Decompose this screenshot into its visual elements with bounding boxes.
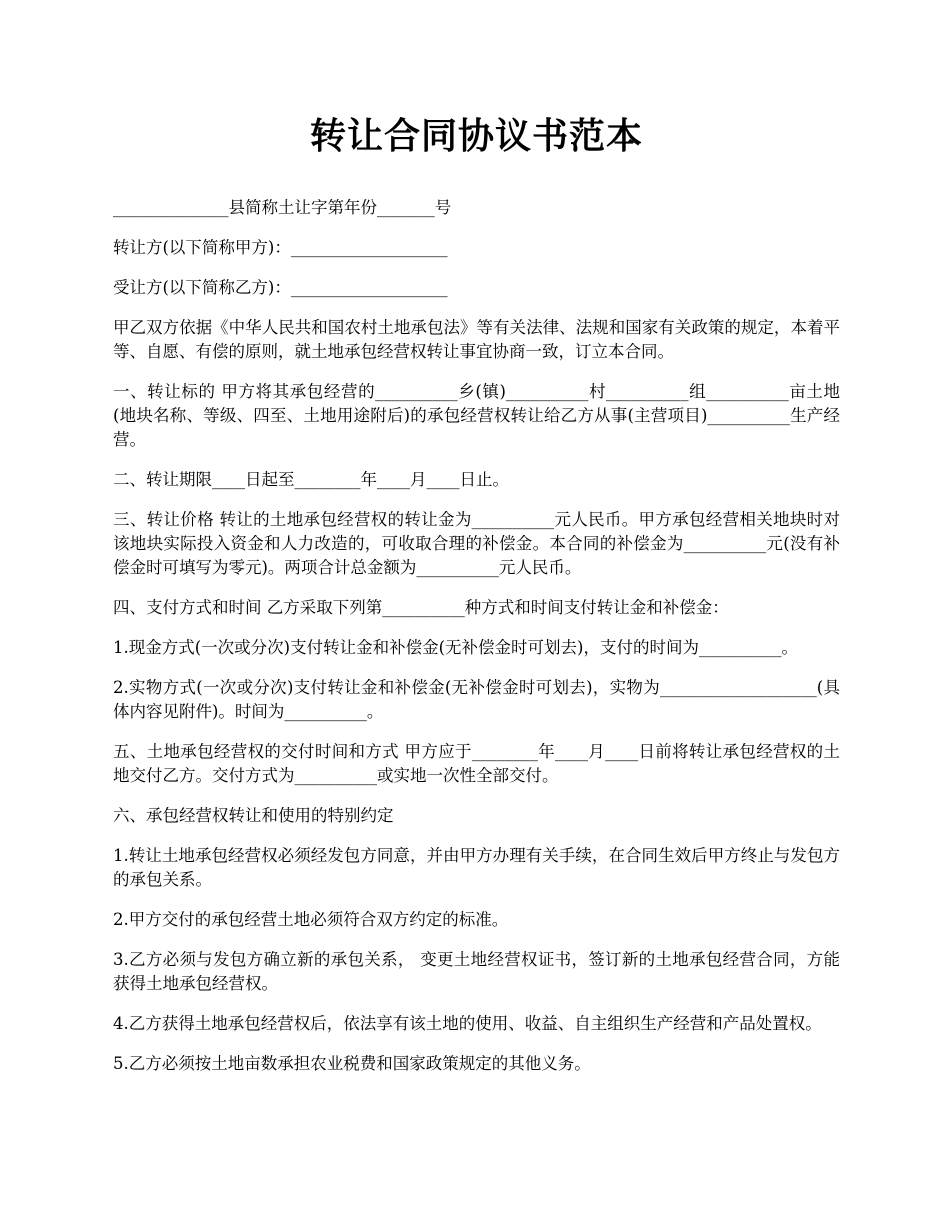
clause-6-heading: 六、承包经营权转让和使用的特别约定 xyxy=(113,806,394,825)
transferee-line: 受让方(以下简称乙方)：___________________ xyxy=(113,278,448,297)
clause-6-item-3: 3.乙方必须与发包方确立新的承包关系， 变更土地经营权证书，签订新的土地承包经营合同，方能获得土地承包经营权。 xyxy=(113,950,840,993)
clause-6-item-5: 5.乙方必须按土地亩数承担农业税费和国家政策规定的其他义务。 xyxy=(113,1054,591,1073)
clause-5-delivery: 五、土地承包经营权的交付时间和方式 甲方应于________年____月____日前将转让承包经营权的土地交付乙方。交付方式为__________或实地一次性全部交付。 xyxy=(113,742,840,785)
document-title: 转让合同协议书范本 xyxy=(309,115,643,157)
clause-4-item-2: 2.实物方式(一次或分次)支付转让金和补偿金(无补偿金时可划去)，实物为___________________(具体内容见附件)。时间为__________。 xyxy=(113,678,840,721)
clause-6-item-1: 1.转让土地承包经营权必须经发包方同意，并由甲方办理有关手续，在合同生效后甲方终止与发包方的承包关系。 xyxy=(113,846,840,889)
preamble-paragraph: 甲乙双方依据《中华人民共和国农村土地承包法》等有关法律、法规和国家有关政策的规定，本着平等、自愿、有偿的原则，就土地承包经营权转让事宜协商一致，订立本合同。 xyxy=(113,318,840,361)
clause-4-item-1: 1.现金方式(一次或分次)支付转让金和补偿金(无补偿金时可划去)，支付的时间为__________。 xyxy=(113,638,798,657)
document-page xyxy=(113,108,840,1092)
clause-6-item-4: 4.乙方获得土地承包经营权后，依法享有该土地的使用、收益、自主组织生产经营和产品处置权。 xyxy=(113,1014,822,1033)
contract-number-line: ______________县简称土让字第年份_______号 xyxy=(113,198,452,217)
clause-3-price: 三、转让价格 转让的土地承包经营权的转让金为__________元人民币。甲方承包经营相关地块时对该地块实际投入资金和人力改造的，可收取合理的补偿金。本合同的补偿金为__________元(没有补偿金时可填写为零元)。两项合计总金额为__________元人民币。 xyxy=(113,510,840,577)
clause-4-payment: 四、支付方式和时间 乙方采取下列第__________种方式和时间支付转让金和补偿金： xyxy=(113,598,729,617)
clause-1-subject: 一、转让标的 甲方将其承包经营的__________乡(镇)__________村__________组__________亩土地(地块名称、等级、四至、土地用途附后)的承包经营权转让给乙方从事(主营项目)__________生产经营。 xyxy=(113,382,840,449)
transferor-line: 转让方(以下简称甲方)：___________________ xyxy=(113,238,448,257)
clause-6-item-2: 2.甲方交付的承包经营土地必须符合双方约定的标准。 xyxy=(113,910,509,929)
clause-2-term: 二、转让期限____日起至________年____月____日止。 xyxy=(113,470,509,489)
